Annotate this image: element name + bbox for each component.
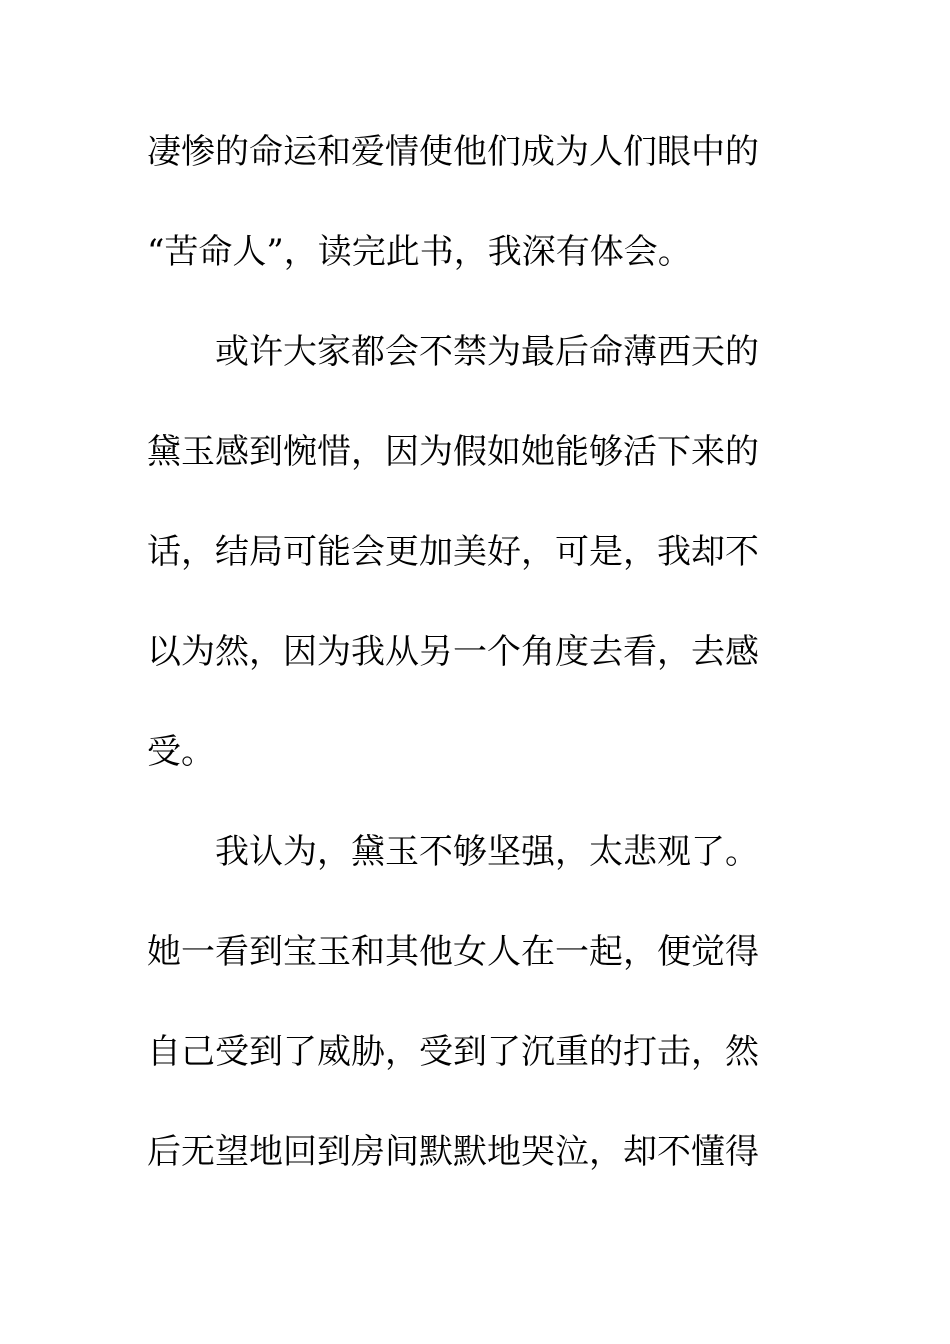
text-line: 以为然，因为我从另一个角度去看，去感 — [147, 632, 759, 672]
paragraph-start-line: 我认为，黛玉不够坚强，太悲观了。 — [215, 832, 759, 872]
text-line: “苦命人”，读完此书，我深有体会。 — [147, 232, 692, 272]
text-line: 凄惨的命运和爱情使他们成为人们眼中的 — [147, 132, 759, 172]
text-line: 后无望地回到房间默默地哭泣，却不懂得 — [147, 1132, 759, 1172]
text-line: 黛玉感到惋惜，因为假如她能够活下来的 — [147, 432, 759, 472]
paragraph-start-line: 或许大家都会不禁为最后命薄西天的 — [215, 332, 759, 372]
text-line: 自己受到了威胁，受到了沉重的打击，然 — [147, 1032, 759, 1072]
text-line: 话，结局可能会更加美好，可是，我却不 — [147, 532, 759, 572]
text-line: 受。 — [147, 732, 215, 772]
text-line: 她一看到宝玉和其他女人在一起，便觉得 — [147, 932, 759, 972]
